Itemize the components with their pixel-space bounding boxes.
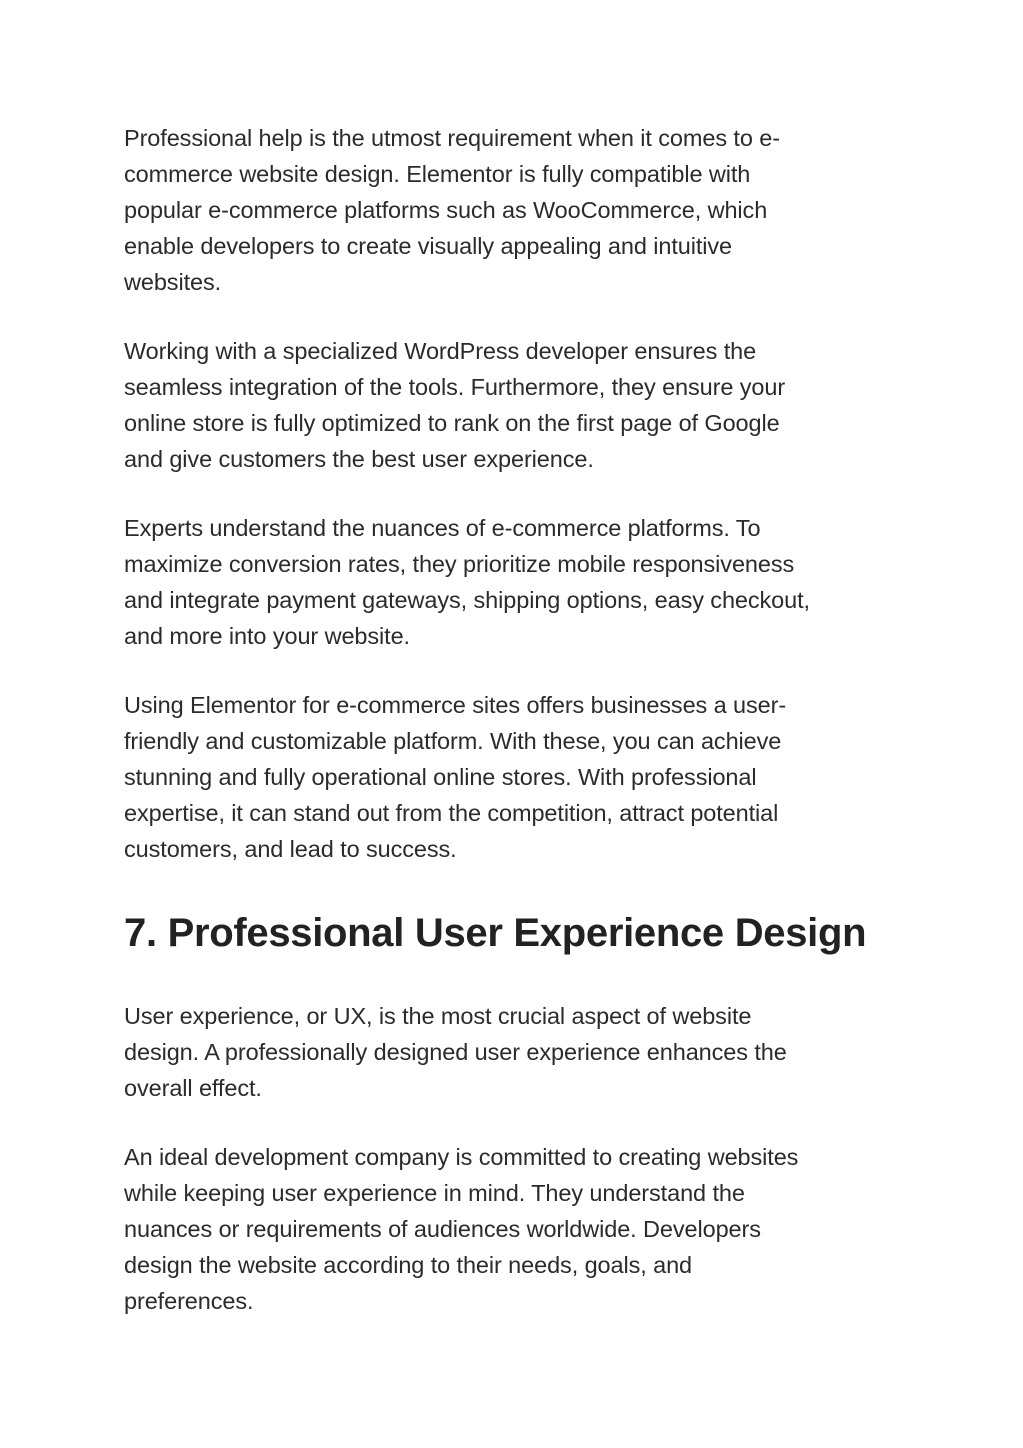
document-page bbox=[124, 120, 894, 1352]
paragraph-ecommerce-professional-help: Professional help is the utmost requirement when it comes to e- commerce website design. Elementor is fully compatible with popular e-commerce platforms such as WooCommerce, which enable developers to create visually appealing and intuitive websites. bbox=[124, 125, 780, 295]
paragraph-experts-nuances: Experts understand the nuances of e-commerce platforms. To maximize conversion rates, they prioritize mobile responsiveness and integrate payment gateways, shipping options, easy checkout, and more into your website. bbox=[124, 515, 810, 649]
paragraph-development-company: An ideal development company is committed to creating websites while keeping user experience in mind. They understand the nuances or requirements of audiences worldwide. Developers design the website according to their needs, goals, and preferences. bbox=[124, 1144, 799, 1314]
paragraph-elementor-ecommerce: Using Elementor for e-commerce sites offers businesses a user- friendly and customizable platform. With these, you can achieve stunning and fully operational online stores. With professional expertise, it can stand out from the competition, attract potential customers, and lead to success. bbox=[124, 692, 787, 862]
section-heading: 7. Professional User Experience Design bbox=[124, 911, 867, 955]
paragraph-ux-intro: User experience, or UX, is the most crucial aspect of website design. A professionally designed user experience enhances the overall effect. bbox=[124, 1003, 787, 1101]
paragraph-wordpress-developer: Working with a specialized WordPress developer ensures the seamless integration of the tools. Furthermore, they ensure your online store is fully optimized to rank on the first page of Google and give customers the best user experience. bbox=[124, 338, 786, 472]
